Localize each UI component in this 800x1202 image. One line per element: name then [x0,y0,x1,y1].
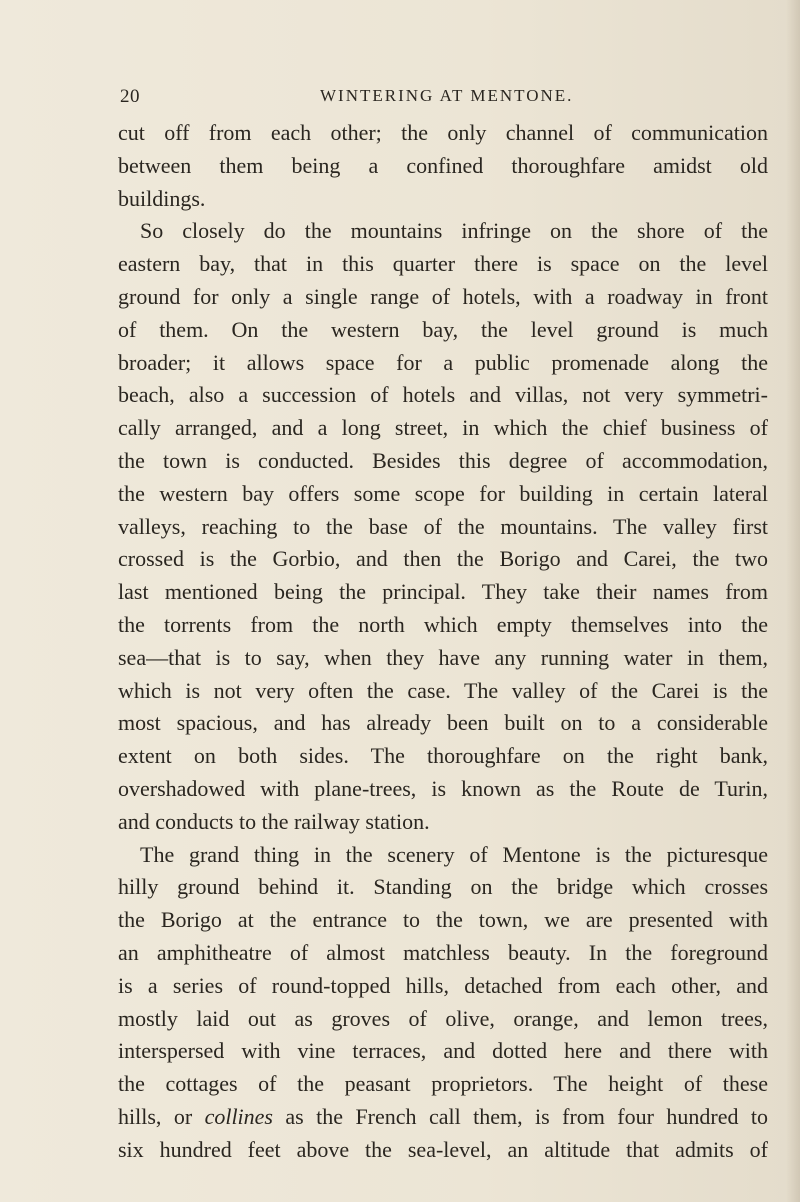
text-line: interspersed with vine terraces, and dotted here and there with [118,1038,768,1064]
text-line: the cottages of the peasant proprietors. The height of these [118,1071,768,1097]
text-line: an amphitheatre of almost matchless beauty. In the foreground [118,939,768,965]
text-line: most spacious, and has already been built on to a considerable [118,710,768,736]
page-number: 20 [120,86,140,107]
page-header [120,86,780,114]
text-line: extent on both sides. The thoroughfare on the right bank, [118,743,768,769]
text-line: the torrents from the north which empty themselves into the [118,611,768,637]
text-line [118,1101,768,1134]
text-line: and conducts to the railway station. [118,808,430,834]
text-line: which is not very often the case. The valley of the Carei is the [118,677,768,703]
body-text [118,117,768,1167]
text-line: crossed is the Gorbio, and then the Borigo and Carei, the two [118,546,768,572]
text-line: broader; it allows space for a public promenade along the [118,349,768,375]
text-line: the town is conducted. Besides this degree of accommodation, [118,447,768,473]
page-edge-shadow [786,0,800,1202]
text-line: So closely do the mountains infringe on the shore of the [140,218,768,244]
text-line: hilly ground behind it. Standing on the bridge which crosses [118,874,768,900]
text-line: the western bay offers some scope for building in certain lateral [118,480,768,506]
text-line: of them. On the western bay, the level ground is much [118,316,768,342]
running-head: WINTERING AT MENTONE. [320,86,574,105]
text-line: the Borigo at the entrance to the town, we are presented with [118,907,768,933]
text-line: mostly laid out as groves of olive, orange, and lemon trees, [118,1005,768,1031]
text-line: six hundred feet above the sea-level, an altitude that admits of [118,1136,768,1162]
text-line: sea—that is to say, when they have any running water in them, [118,644,768,670]
text-line: cally arranged, and a long street, in which the chief business of [118,415,768,441]
text-line: between them being a confined thoroughfare amidst old [118,152,768,178]
text-line: buildings. [118,185,206,211]
italic-term: collines [204,1103,273,1129]
text-span: as the French call them, is from four hundred to [273,1103,768,1129]
text-line: The grand thing in the scenery of Mentone is the picturesque [140,841,768,867]
text-line: overshadowed with plane-trees, is known as the Route de Turin, [118,775,768,801]
text-line: is a series of round-topped hills, detached from each other, and [118,972,768,998]
text-line: eastern bay, that in this quarter there is space on the level [118,251,768,277]
text-line: valleys, reaching to the base of the mountains. The valley first [118,513,768,539]
text-line: ground for only a single range of hotels, with a roadway in front [118,283,768,309]
text-line: beach, also a succession of hotels and villas, not very symmetri- [118,382,768,408]
text-line: cut off from each other; the only channel of communication [118,120,768,145]
text-span: hills, or [118,1103,205,1129]
text-line: last mentioned being the principal. They take their names from [118,579,768,605]
